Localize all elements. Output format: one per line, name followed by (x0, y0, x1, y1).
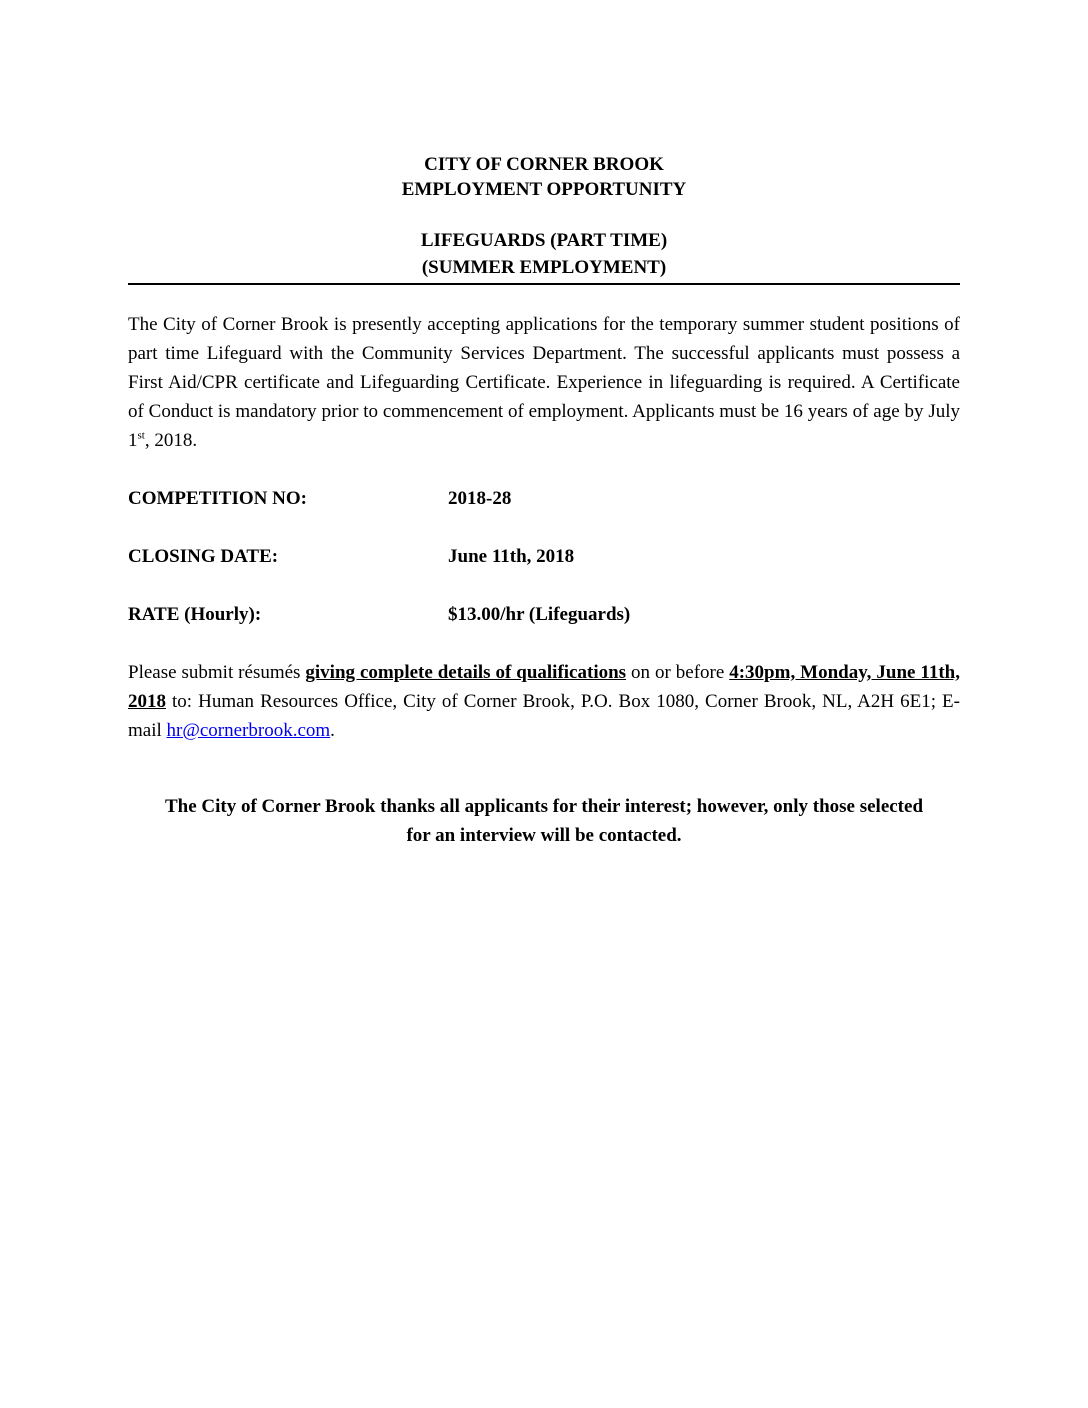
header-org-name: CITY OF CORNER BROOK (424, 154, 664, 175)
intro-superscript: st (137, 429, 145, 442)
deadline-emphasis: 4:30pm, Monday, June 11th, 2018 (128, 662, 961, 712)
header-document-type: EMPLOYMENT OPPORTUNITY (401, 179, 687, 200)
header-divider (128, 283, 960, 285)
detail-value: June 11th, 2018 (448, 546, 575, 567)
detail-row-closing-date (128, 544, 960, 569)
detail-label: CLOSING DATE: (128, 546, 279, 567)
detail-label: COMPETITION NO: (128, 488, 307, 509)
qualifications-emphasis: giving complete details of qualifications (305, 662, 627, 683)
closing-statement-line2: for an interview will be contacted. (406, 825, 682, 846)
closing-statement-line1: The City of Corner Brook thanks all applicants for their interest; however, only those selected (164, 796, 924, 817)
position-subtitle: (SUMMER EMPLOYMENT) (421, 257, 667, 278)
intro-text: The City of Corner Brook is presently accepting applications for the temporary summer student positions of part time Lifeguard with the Community Services Department. The successful applicants must possess a First Aid/CPR certificate and Lifeguarding Certificate. Experience in lifeguarding is required. A Certificate of Conduct is mandatory prior to commencement of employment. Applicants must be 16 years of age by July 1 (128, 314, 960, 451)
submission-paragraph (128, 658, 960, 745)
detail-value: 2018-28 (448, 488, 512, 509)
submit-text-end: . (330, 720, 335, 741)
email-link[interactable]: hr@cornerbrook.com (166, 720, 331, 741)
detail-label: RATE (Hourly): (128, 604, 262, 625)
detail-value: $13.00/hr (Lifeguards) (448, 604, 631, 625)
intro-paragraph (128, 310, 960, 455)
submit-text: Please submit résumés (128, 662, 306, 683)
submit-address-text: to: Human Resources Office, City of Corner Brook, P.O. Box 1080, Corner Brook, NL, A2H 6E1; E-mail (128, 691, 960, 741)
position-title: LIFEGUARDS (PART TIME) (420, 230, 668, 251)
detail-row-competition (128, 486, 960, 511)
intro-text-end: , 2018. (144, 430, 198, 451)
submit-text: on or before (626, 662, 730, 683)
detail-row-rate (128, 602, 960, 627)
